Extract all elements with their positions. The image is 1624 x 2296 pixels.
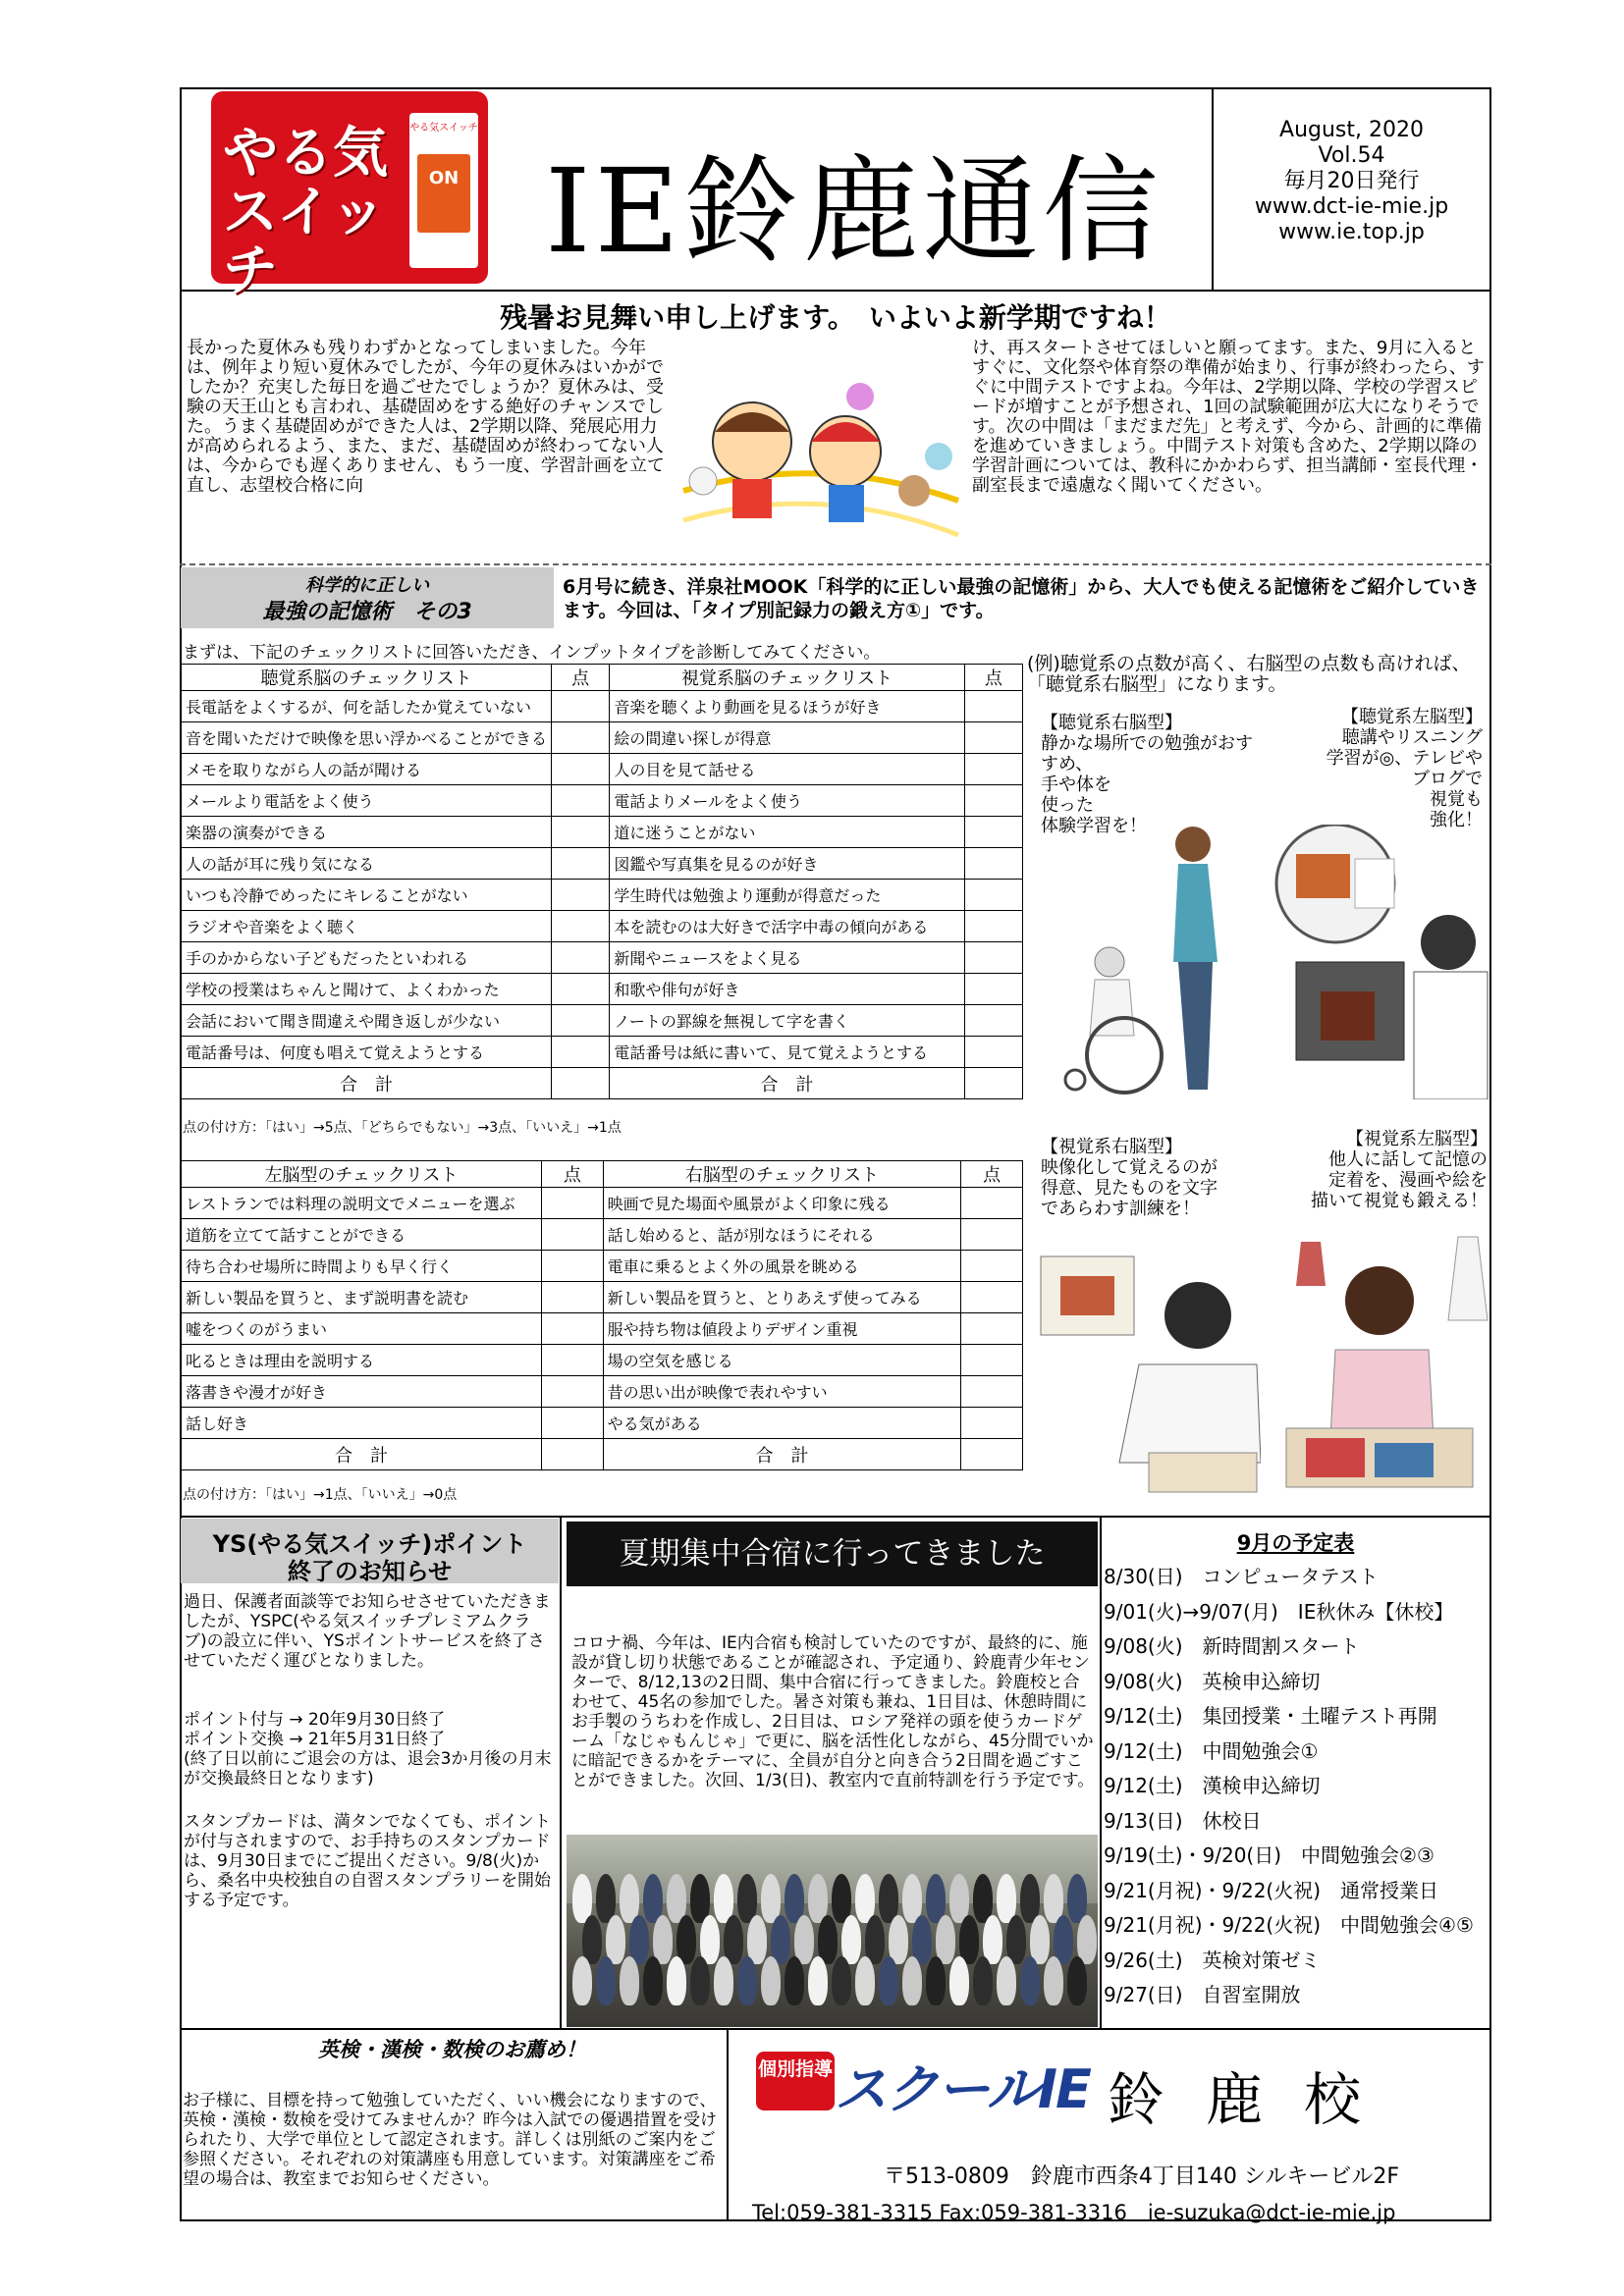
ys-heading-line2: 終了のお知らせ <box>287 1558 453 1585</box>
schedule-item: 8/30(日) コンピュータテスト <box>1104 1565 1379 1588</box>
ys-paragraph2 <box>184 1710 552 1789</box>
checklist-row <box>182 974 1023 1005</box>
ys-heading-box <box>181 1519 559 1583</box>
total-cell[interactable] <box>542 1439 604 1470</box>
schedule-item: 9/08(火) 新時間割スタート <box>1104 1634 1360 1658</box>
memory-intro: 6月号に続き、洋泉社MOOK「科学的に正しい最強の記憶術」から、大人でも使える記憶術をご紹介していきます。今回は、「タイプ別記録力の鍛え方①」です。 <box>563 576 1480 621</box>
scoring-note: 点の付け方：「はい」→5点、「どちらでもない」→3点、「いいえ」→1点 <box>183 1120 622 1136</box>
issue-date: August, 2020 <box>1279 118 1424 142</box>
student-figure <box>1067 1956 1087 2005</box>
ys-heading-line1: YS(やる気スイッチ)ポイント <box>212 1530 527 1558</box>
point-header: 点 <box>552 665 610 691</box>
left-brain-header: 左脳型のチェックリスト <box>182 1161 542 1188</box>
ys-paragraph1: 過日、保護者面談等でお知らせさせていただきましたが、YSPC(やる気スイッチプレミアムクラブ)の設立に伴い、YSポイントサービスを終了させていただく運びとなりました。 <box>184 1592 551 1671</box>
student-figure <box>667 1956 686 2005</box>
point-cell[interactable] <box>542 1219 604 1251</box>
checklist-question: 手のかからない子どもだったといわれる <box>182 942 552 974</box>
schedule-item: 9/01(火)→9/07(月) IE秋休み【休校】 <box>1104 1599 1454 1624</box>
student-figure <box>1020 1956 1040 2005</box>
kids-running-illustration <box>674 373 964 550</box>
ys-point-grant: ポイント付与 → 20年9月30日終了 <box>184 1710 446 1730</box>
checklist-question: 話し始めると、話が別なほうにそれる <box>603 1219 961 1251</box>
point-cell[interactable] <box>964 974 1022 1005</box>
man-studying-illustration <box>1031 1237 1261 1502</box>
memory-label-line1: 科学的に正しい <box>305 575 429 596</box>
checklist-question: 道に迷うことがない <box>610 817 964 848</box>
point-header: 点 <box>964 665 1022 691</box>
checklist-row <box>182 1251 1023 1282</box>
checklist-question: 新しい製品を買うと、とりあえず使ってみる <box>603 1282 961 1313</box>
student-figure <box>855 1956 875 2005</box>
checklist-question: 絵の間違い探しが得意 <box>610 722 964 754</box>
checklist-row <box>182 785 1023 817</box>
point-cell[interactable] <box>961 1251 1023 1282</box>
issue-info <box>1212 118 1491 245</box>
ys-point-exchange: ポイント交換 → 21年5月31日終了 <box>184 1730 446 1749</box>
checklist-question: 待ち合わせ場所に時間よりも早く行く <box>182 1251 542 1282</box>
student-figure <box>643 1956 663 2005</box>
checklist-row <box>182 911 1023 942</box>
point-cell[interactable] <box>964 1037 1022 1068</box>
schedule-item: 9/21(月祝)・9/22(火祝) 中間勉強会④⑤ <box>1104 1913 1474 1937</box>
switch-icon <box>409 113 478 268</box>
checklist-question: 電話よりメールをよく使う <box>610 785 964 817</box>
total-cell[interactable] <box>552 1068 610 1099</box>
switch-on-label: ON <box>417 154 470 233</box>
student-figure <box>973 1956 993 2005</box>
point-cell[interactable] <box>964 880 1022 911</box>
school-name: 鈴鹿校 <box>1108 2066 1403 2133</box>
point-cell[interactable] <box>542 1282 604 1313</box>
student-figure <box>737 1956 757 2005</box>
schedule-item: 9/12(土) 中間勉強会① <box>1104 1738 1319 1763</box>
point-cell[interactable] <box>552 942 610 974</box>
school-ie-logo: スクールIE <box>835 2058 1090 2120</box>
schedule-item: 9/12(土) 漢検申込締切 <box>1104 1774 1321 1797</box>
kobetsu-shido-logo: 個別指導 <box>756 2052 835 2110</box>
divider <box>1100 1516 1102 2028</box>
checklist-row <box>182 1219 1023 1251</box>
student-figure <box>690 1956 710 2005</box>
point-cell[interactable] <box>964 691 1022 722</box>
checklist-row <box>182 754 1023 785</box>
checklist-question: 人の話が耳に残り気になる <box>182 848 552 880</box>
checklist-row <box>182 880 1023 911</box>
student-figure <box>761 1956 781 2005</box>
checklist-row <box>182 1037 1023 1068</box>
checklist-question: 新しい製品を買うと、まず説明書を読む <box>182 1282 542 1313</box>
checklist-question: 図鑑や写真集を見るのが好き <box>610 848 964 880</box>
auditory-right-type: 【聴覚系右脳型】 静かな場所での勉強がおすすめ、 手や体を 使った 体験学習を！ <box>1041 713 1253 836</box>
total-cell[interactable] <box>961 1439 1023 1470</box>
memory-label-box <box>181 567 554 628</box>
checklist-question: 電話番号は、何度も唱えて覚えようとする <box>182 1037 552 1068</box>
checklist-question: 学生時代は勉強より運動が得意だった <box>610 880 964 911</box>
checklist-question: レストランでは料理の説明文でメニューを選ぶ <box>182 1188 542 1219</box>
point-cell[interactable] <box>964 1005 1022 1037</box>
student-figure <box>1044 1956 1063 2005</box>
checklist-row <box>182 1005 1023 1037</box>
checklist-question: 長電話をよくするが、何を話したか覚えていない <box>182 691 552 722</box>
checklist-question: 音を聞いただけで映像を思い浮かべることができる <box>182 722 552 754</box>
student-figure <box>949 1956 969 2005</box>
point-cell[interactable] <box>552 974 610 1005</box>
divider <box>560 1516 562 2028</box>
student-figure <box>808 1956 828 2005</box>
checklist-question: 嘘をつくのがうまい <box>182 1313 542 1345</box>
student-figure <box>997 1956 1016 2005</box>
point-cell[interactable] <box>964 722 1022 754</box>
website-url: www.ie.top.jp <box>1278 220 1425 244</box>
newsletter-title: IE鈴鹿通信 <box>545 143 1163 279</box>
point-cell[interactable] <box>961 1219 1023 1251</box>
greeting-left-text: 長かった夏休みも残りわずかとなってしまいました。今年は、例年より短い夏休みでしたが、今年の夏休みはいかがでしたか？充実した毎日を過ごせたでしょうか？夏休みは、受験の天王山とも言われ、基礎固めをする絶好のチャンスでした。うまく基礎固めができた人は、2学期以降、発展応用力が高められるよう、また、まだ、基礎固めが終わってない人は、今からでも遅くありません、もう一度、学習計画を立て直し、志望校合格に向 <box>187 338 665 496</box>
schedule-item: 9/19(土)・9/20(日) 中間勉強会②③ <box>1104 1843 1435 1867</box>
point-cell[interactable] <box>961 1408 1023 1439</box>
school-contact: Tel:059-381-3315 Fax:059-381-3316 ie-suzuka@dct-ie-mie.jp <box>752 2201 1396 2224</box>
exam-heading: 英検・漢検・数検のお薦め！ <box>318 2038 586 2061</box>
yaruki-switch-logo <box>211 91 488 303</box>
scoring-note: 点の付け方：「はい」→1点、「いいえ」→0点 <box>183 1487 458 1503</box>
left-right-brain-checklist <box>181 1160 1023 1470</box>
student-figure <box>879 1956 898 2005</box>
issue-volume: Vol.54 <box>1318 143 1385 168</box>
point-cell[interactable] <box>961 1282 1023 1313</box>
point-cell[interactable] <box>552 722 610 754</box>
checklist-row <box>182 848 1023 880</box>
point-cell[interactable] <box>964 785 1022 817</box>
point-header: 点 <box>542 1161 604 1188</box>
ys-point-note: (終了日以前にご退会の方は、退会3か月後の月末が交換最終日となります) <box>184 1749 552 1789</box>
point-cell[interactable] <box>961 1376 1023 1408</box>
memory-label-line2: 最強の記憶術 その3 <box>262 600 472 624</box>
schedule-item: 9/26(土) 英検対策ゼミ <box>1104 1948 1321 1972</box>
checklist-question: 人の目を見て話せる <box>610 754 964 785</box>
auditory-visual-checklist <box>181 664 1023 1099</box>
point-cell[interactable] <box>552 754 610 785</box>
student-figure <box>714 1956 733 2005</box>
schedule-heading: 9月の予定表 <box>1236 1531 1355 1555</box>
logo-text <box>223 122 405 303</box>
schedule-item: 9/13(日) 休校日 <box>1104 1808 1262 1833</box>
point-cell[interactable] <box>552 880 610 911</box>
checklist-question: 楽器の演奏ができる <box>182 817 552 848</box>
total-label: 合 計 <box>182 1068 552 1099</box>
switch-brand: やる気スイッチ <box>409 123 478 133</box>
checklist-row <box>182 817 1023 848</box>
publish-schedule: 毎月20日発行 <box>1283 169 1420 193</box>
point-cell[interactable] <box>552 817 610 848</box>
checklist-question: 本を読むのは大好きで活字中毒の傾向がある <box>610 911 964 942</box>
visual-left-type: 【視覚系左脳型】 他人に話して記憶の 定着を、漫画や絵を 描いて視覚も鍛える！ <box>1311 1129 1488 1211</box>
point-cell[interactable] <box>961 1188 1023 1219</box>
divider <box>180 2028 1491 2030</box>
point-cell[interactable] <box>542 1313 604 1345</box>
divider <box>180 1516 1491 1518</box>
camp-text: コロナ禍、今年は、IE内合宿も検討していたのですが、最終的に、施設が貸し切り状態であることが確認され、予定通り、鈴鹿青少年センターで、8/12,13の2日間、集中合宿に行ってきました。鈴鹿校と合わせて、45名の参加でした。暑さ対策も兼ね、1日目は、休憩時間にお手製のうちわを作成し、2日目は、ロシア発祥の頭を使うカードゲーム「なじゃもんじゃ」で更に、脳を活性化しながら、45分間でいかに暗記できるかをテーマに、全員が自分と向き合う2日間を過ごすことができました。次回、1/3(日)、教室内で直前特訓を行う予定です。 <box>571 1633 1095 1790</box>
point-cell[interactable] <box>552 1037 610 1068</box>
checklist-instruction: まずは、下記のチェックリストに回答いただき、インプットタイプを診断してみてください。 <box>183 643 881 663</box>
total-label: 合 計 <box>610 1068 964 1099</box>
point-cell[interactable] <box>542 1188 604 1219</box>
point-header: 点 <box>961 1161 1023 1188</box>
greeting-headline: 残暑お見舞い申し上げます。 いよいよ新学期ですね！ <box>500 301 1171 334</box>
student-figure <box>596 1956 616 2005</box>
auditory-left-type: 【聴覚系左脳型】 聴講やリスニング 学習が◎、テレビや ブログで 視覚も 強化！ <box>1326 707 1483 830</box>
checklist-question: 叱るときは理由を説明する <box>182 1345 542 1376</box>
checklist-question: 新聞やニュースをよく見る <box>610 942 964 974</box>
checklist-question: ノートの罫線を無視して字を書く <box>610 1005 964 1037</box>
school-address: 〒513-0809 鈴鹿市西条4丁目140 シルキービル2F <box>884 2164 1400 2189</box>
checklist-question: メモを取りながら人の話が聞ける <box>182 754 552 785</box>
divider <box>727 2028 729 2221</box>
type-example: (例)聴覚系の点数が高く、右脳型の点数も高ければ、「聴覚系右脳型」になります。 <box>1027 653 1471 695</box>
schedule-item: 9/21(月祝)・9/22(火祝) 通常授業日 <box>1104 1878 1439 1902</box>
checklist-question: 道筋を立てて話すことができる <box>182 1219 542 1251</box>
point-cell[interactable] <box>542 1408 604 1439</box>
point-cell[interactable] <box>552 785 610 817</box>
checklist-row <box>182 691 1023 722</box>
checklist-question: メールより電話をよく使う <box>182 785 552 817</box>
checklist-row <box>182 1282 1023 1313</box>
point-cell[interactable] <box>552 1005 610 1037</box>
exam-text: お子様に、目標を持って勉強していただく、いい機会になりますので、英検・漢検・数検を受けてみませんか？昨今は入試での優遇措置を受けられたり、大学で単位として認定されます。詳しくは別紙のご案内をご参照ください。それぞれの対策講座も用意しています。対策講座をご希望の場合は、教室までお知らせください。 <box>183 2091 717 2189</box>
point-cell[interactable] <box>964 911 1022 942</box>
point-cell[interactable] <box>964 817 1022 848</box>
logo-line2: スイッチ <box>223 181 386 303</box>
camp-group-photo <box>567 1835 1098 2027</box>
website-url: www.dct-ie-mie.jp <box>1254 194 1449 219</box>
visual-right-type: 【視覚系右脳型】 映像化して覚えるのが 得意、見たものを文字 であらわす訓練を！ <box>1041 1137 1218 1219</box>
point-cell[interactable] <box>961 1313 1023 1345</box>
computer-user-illustration <box>1267 825 1492 1099</box>
visual-header: 視覚系脳のチェックリスト <box>610 665 964 691</box>
checklist-question: 昔の思い出が映像で表れやすい <box>603 1376 961 1408</box>
point-cell[interactable] <box>542 1376 604 1408</box>
checklist-question: 学校の授業はちゃんと聞けて、よくわかった <box>182 974 552 1005</box>
student-figure <box>926 1956 946 2005</box>
point-cell[interactable] <box>552 848 610 880</box>
checklist-row <box>182 1376 1023 1408</box>
checklist-question: 服や持ち物は値段よりデザイン重視 <box>603 1313 961 1345</box>
checklist-question: 和歌や俳句が好き <box>610 974 964 1005</box>
woman-studying-illustration <box>1267 1232 1492 1502</box>
student-figure <box>785 1956 804 2005</box>
schedule-item: 9/08(火) 英検申込締切 <box>1104 1669 1321 1693</box>
point-cell[interactable] <box>961 1345 1023 1376</box>
checklist-question: ラジオや音楽をよく聴く <box>182 911 552 942</box>
checklist-row <box>182 942 1023 974</box>
checklist-question: 電話番号は紙に書いて、見て覚えようとする <box>610 1037 964 1068</box>
checklist-question: 場の空気を感じる <box>603 1345 961 1376</box>
camp-heading: 夏期集中合宿に行ってきました <box>567 1522 1098 1586</box>
point-cell[interactable] <box>552 691 610 722</box>
total-label: 合 計 <box>182 1439 542 1470</box>
checklist-row <box>182 1313 1023 1345</box>
checklist-question: やる気がある <box>603 1408 961 1439</box>
point-cell[interactable] <box>964 942 1022 974</box>
checklist-row <box>182 1408 1023 1439</box>
right-brain-header: 右脳型のチェックリスト <box>603 1161 961 1188</box>
checklist-question: 落書きや漫才が好き <box>182 1376 542 1408</box>
checklist-row <box>182 722 1023 754</box>
checklist-question: いつも冷静でめったにキレることがない <box>182 880 552 911</box>
student-figure <box>832 1956 851 2005</box>
logo-line1: やる気 <box>223 122 388 186</box>
point-cell[interactable] <box>542 1345 604 1376</box>
wheelchair-illustration <box>1031 815 1261 1099</box>
checklist-question: 話し好き <box>182 1408 542 1439</box>
student-figure <box>620 1956 639 2005</box>
point-cell[interactable] <box>964 848 1022 880</box>
auditory-header: 聴覚系脳のチェックリスト <box>182 665 552 691</box>
student-figure <box>902 1956 922 2005</box>
checklist-question: 映画で見た場面や風景がよく印象に残る <box>603 1188 961 1219</box>
checklist-question: 音楽を聴くより動画を見るほうが好き <box>610 691 964 722</box>
checklist-question: 会話において聞き間違えや聞き返しが少ない <box>182 1005 552 1037</box>
point-cell[interactable] <box>552 911 610 942</box>
point-cell[interactable] <box>964 754 1022 785</box>
total-label: 合 計 <box>603 1439 961 1470</box>
total-cell[interactable] <box>964 1068 1022 1099</box>
student-figure <box>572 1956 592 2005</box>
point-cell[interactable] <box>542 1251 604 1282</box>
ys-paragraph3: スタンプカードは、満タンでなくても、ポイントが付与されますので、お手持ちのスタンプカードは、9月30日までにご提出ください。9/8(火)から、桑名中央校独自の自習スタンプラリーを開始する予定です。 <box>184 1812 551 1910</box>
schedule-item: 9/12(土) 集団授業・土曜テスト再開 <box>1104 1704 1437 1728</box>
greeting-right-text: け、再スタートさせてほしいと願ってます。また、9月に入るとすぐに、文化祭や体育祭の準備が始まり、行事が終わったら、すぐに中間テストですよね。今年は、2学期以降、学校の学習スピードが増すことが予想され、1回の試験範囲が広大になりそうです。次の中間は「まだまだ先」と考えず、今から、計画的に準備を進めていきましょう。中間テスト対策も含めた、2学期以降の学習計画については、教科にかかわらず、担当講師・室長代理・副室長まで遠慮なく聞いてください。 <box>972 338 1485 496</box>
divider <box>180 563 1491 565</box>
schedule-item: 9/27(日) 自習室開放 <box>1104 1983 1301 2006</box>
checklist-row <box>182 1345 1023 1376</box>
checklist-row <box>182 1188 1023 1219</box>
checklist-question: 電車に乗るとよく外の風景を眺める <box>603 1251 961 1282</box>
